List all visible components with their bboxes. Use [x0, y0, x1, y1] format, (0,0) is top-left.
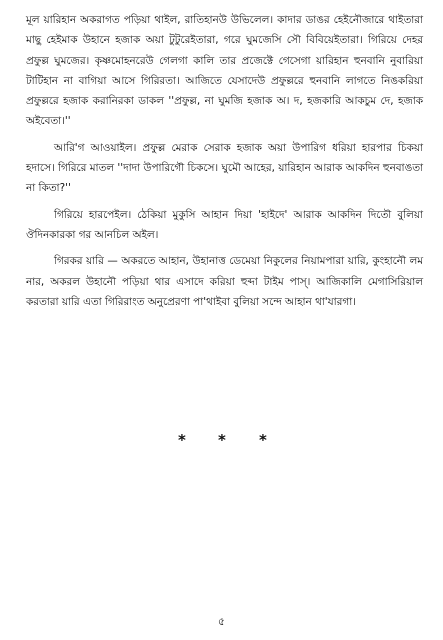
body-text: [26, 10, 423, 312]
paragraph-2: আরি'গ আওয়াইল। প্রফুল্ল মেরাক সেরাক হজাক অয়া উপারিগ ধরিয়া হারপার চিকয়া হদাসে। গিরিরে মাতল ''দাদা উপারিগৌ চিকসে। ঘুমৌ আহের, য়ারিহান আরাক আকদিন হুনবাঙতা না কিতা?'': [26, 141, 423, 195]
paragraph-4: গিরকর য়ারি — অকরতে আহান, উহানাত্ত ডেমেয়া নিকুলের নিয়ামপারা য়ারি, কুংহানৌ লম নার, অকরল উহানৌ পড়িয়া থার এসাদে করিয়া হুব্দা টাইম পাস্। আজিকালি মেগাসিরিয়াল করতারা য়ারি এতা গিরিরাংত অনুপ্রেরণা পা'থাইবা বুলিয়া সন্দে আহান থা'যারগা।: [26, 255, 423, 308]
separator-asterisk: *: [218, 431, 226, 449]
page-number: ৫: [217, 615, 226, 628]
separator-asterisk: *: [178, 431, 186, 449]
paragraph-3: গিরিয়ে হারপেইল। ঠেকিয়া মুকুসি আহান দিয়া 'হাইদে' আরাক আকদিন দিতৌ বুলিয়া ঔদিনকারকা গর আনচিল অইল।: [26, 208, 423, 241]
paragraph-1: মূল য়ারিহান অকরাগত পড়িয়া থাইল, রাতিহানউ উভিলেল। কাদার ডাঙর হেইনৌজারে থাইতারা মাছু হেইমাক উহানে হজাক অয়া টুটুরেইতারা, গরে ঘুমজেসি সৌ বিবিয়েইতারা। গিরিয়ে দেহর প্রফুল্ল ঘুমজের। কৃষ্ণমোহনরেউ গেলগা কালি তার প্রজেক্টে গেসেগা য়ারিহান হুনবানি নুবারিয়া টাটিহান না বাগিয়া আসে গিরিরতা। আজিতে যেসাদেউ প্রফুল্লরে হুনবানি লাগতে নিঙকরিয়া প্রফুল্লরে হজাক করানিরকা ডাকল ''প্রফুল্ল, না ঘুমজি হজাক অ। দ, হজকারি আকচুম দে, হজাক অইবেতা।'': [26, 14, 423, 128]
separator-asterisk: *: [259, 431, 267, 449]
section-separator: [0, 428, 443, 452]
